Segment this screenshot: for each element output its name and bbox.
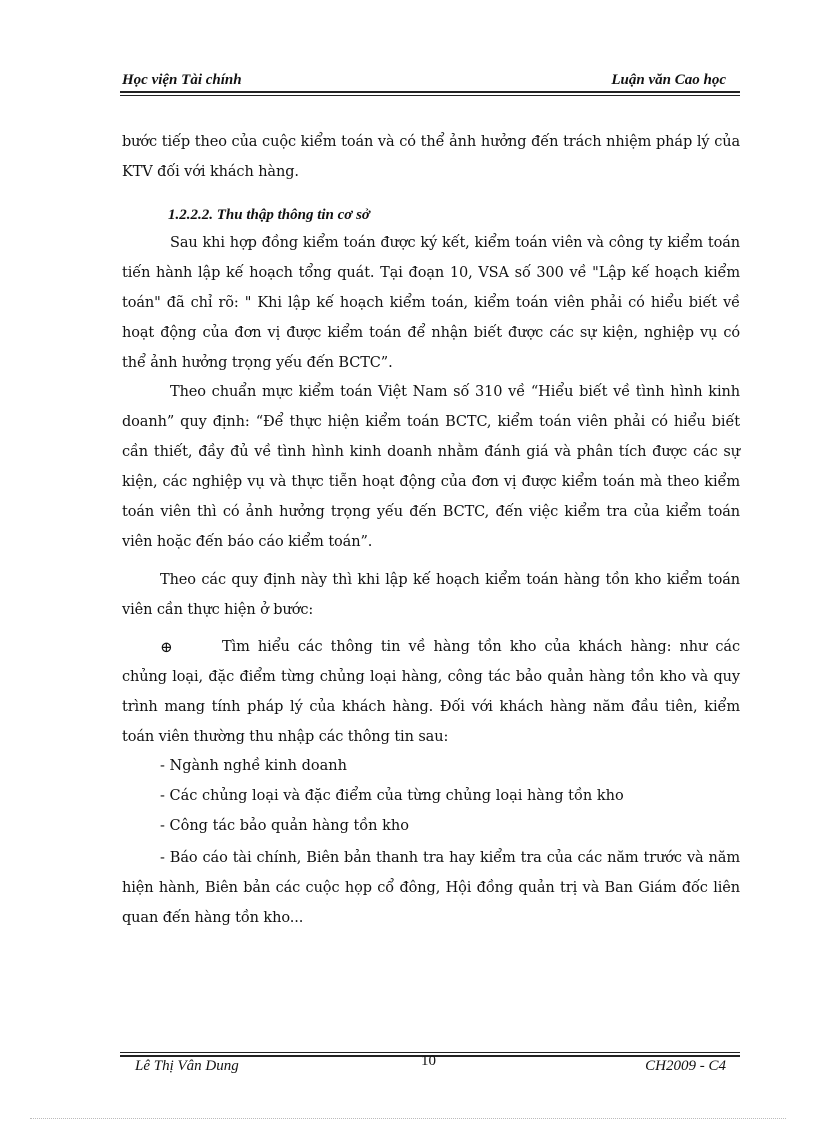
list-item: - Ngành nghề kinh doanh bbox=[160, 758, 347, 774]
header-left: Học viện Tài chính bbox=[122, 72, 242, 88]
paragraph-5: Tìm hiểu các thông tin về hàng tồn kho của khách hàng: như các chủng loại, đặc điểm từng chủng loại hàng, công tác bảo quản hàng tồn kho và quy trình mang tính pháp lý của khách hàng. Đối với khách hàng năm đầu tiên, kiểm toán viên thường thu nhập các thông tin sau: bbox=[122, 639, 740, 745]
paragraph-3: Theo chuẩn mực kiểm toán Việt Nam số 310 về “Hiểu biết về tình hình kinh doanh” quy định: “Để thực hiện kiểm toán BCTC, kiểm toán viên phải có hiểu biết cần thiết, đầy đủ về tình hình kinh doanh nhằm đánh giá và phân tích được các sự kiện, các nghiệp vụ và thực tiễn hoạt động của đơn vị được kiểm toán mà theo kiểm toán viên thì có ảnh hưởng trọng yếu đến BCTC, đến việc kiểm tra của kiểm toán viên hoặc đến báo cáo kiểm toán”. bbox=[122, 384, 740, 550]
footer-code: CH2009 - C4 bbox=[645, 1058, 726, 1074]
header-rule-thin bbox=[120, 95, 740, 96]
page-number: 10 bbox=[421, 1053, 436, 1069]
paragraph-4: Theo các quy định này thì khi lập kế hoạch kiểm toán hàng tồn kho kiểm toán viên cần thực hiện ở bước: bbox=[122, 572, 740, 618]
paragraph-2: Sau khi hợp đồng kiểm toán được ký kết, kiểm toán viên và công ty kiểm toán tiến hành lập kế hoạch tổng quát. Tại đoạn 10, VSA số 300 về "Lập kế hoạch kiểm toán" đã chỉ rõ: " Khi lập kế hoạch kiểm toán, kiểm toán viên phải có hiểu biết về hoạt động của đơn vị được kiểm toán để nhận biết được các sự kiện, nghiệp vụ có thể ảnh hưởng trọng yếu đến BCTC”. bbox=[122, 235, 740, 371]
list-item: - Công tác bảo quản hàng tồn kho bbox=[160, 818, 409, 834]
page-edge bbox=[30, 1118, 786, 1119]
section-heading: 1.2.2.2. Thu thập thông tin cơ sở bbox=[168, 207, 370, 223]
header-rule bbox=[120, 91, 740, 93]
header-right: Luận văn Cao học bbox=[611, 72, 726, 88]
list-item: - Các chủng loại và đặc điểm của từng chủng loại hàng tồn kho bbox=[160, 788, 624, 804]
paragraph-1: bước tiếp theo của cuộc kiểm toán và có thể ảnh hưởng đến trách nhiệm pháp lý của KTV đối với khách hàng. bbox=[122, 134, 740, 180]
paragraph-6: - Báo cáo tài chính, Biên bản thanh tra hay kiểm tra của các năm trước và năm hiện hành, Biên bản các cuộc họp cổ đông, Hội đồng quản trị và Ban Giám đốc liên quan đến hàng tồn kho... bbox=[122, 850, 740, 926]
footer-author: Lê Thị Vân Dung bbox=[135, 1058, 239, 1074]
bullet-symbol: ⊕ bbox=[160, 638, 173, 656]
